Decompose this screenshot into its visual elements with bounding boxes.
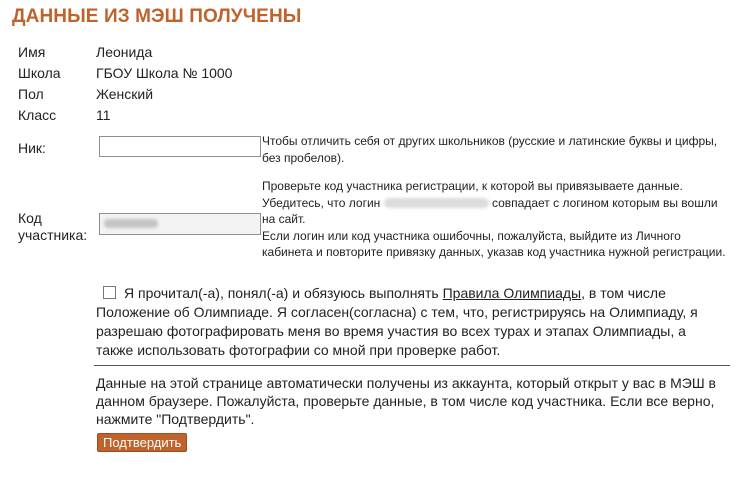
school-label: Школа — [18, 65, 61, 81]
nick-input[interactable] — [99, 136, 261, 157]
divider — [94, 365, 730, 366]
agreement-text-before: Я прочитал(-а), понял(-а) и обязуюсь выполнять — [124, 285, 439, 301]
code-hint-part3: Если логин или код участника ошибочны, пожалуйста, выйдите из Личного кабинета и повторите привязку данных, указав код участника нужной регистрации. — [262, 228, 726, 259]
name-value: Леонида — [96, 44, 153, 60]
grade-label: Класс — [18, 107, 57, 123]
gender-value: Женский — [96, 86, 154, 102]
agreement-checkbox[interactable] — [103, 286, 116, 299]
olympiad-rules-link[interactable]: Правила Олимпиады — [442, 285, 582, 301]
page-title: ДАННЫЕ ИЗ МЭШ ПОЛУЧЕНЫ — [12, 6, 302, 27]
blurred-login — [384, 198, 489, 208]
school-value: ГБОУ Школа № 1000 — [96, 65, 233, 81]
notice-text: Данные на этой странице автоматически получены из аккаунта, который открыт у вас в МЭШ в данном браузере. Пожалуйста, проверьте данные, в том числе код участника. Если все верно, нажмите "Подтвердить". — [96, 375, 716, 427]
gender-label: Пол — [18, 86, 44, 102]
participant-code-hint — [262, 178, 732, 261]
blurred-code-value — [104, 219, 158, 228]
participant-code-label: Код участника: — [18, 210, 88, 243]
code-hint-part1: Проверьте код участника регистрации, к которой вы привязываете данные. Убедитесь, что логин — [262, 179, 683, 210]
agreement-text-after: , в том числе Положение об Олимпиаде. Я согласен(согласна) с тем, что, регистрируясь на Олимпиаду, я разрешаю фотографировать меня во время участия во всех турах и этапах Олимпиады, а также использовать фотографии со мной при проверке работ. — [96, 285, 698, 358]
nick-label: Ник: — [18, 140, 46, 156]
nick-hint: Чтобы отличить себя от других школьников (русские и латинские буквы и цифры, без пробелов). — [262, 134, 718, 165]
participant-code-input — [99, 213, 261, 235]
grade-value: 11 — [96, 107, 111, 123]
name-label: Имя — [18, 44, 46, 60]
agreement-block — [96, 284, 726, 360]
code-hint-part2: совпадает с логином которым вы вошли на сайт. — [262, 195, 718, 226]
confirm-button[interactable]: Подтвердить — [97, 433, 187, 452]
